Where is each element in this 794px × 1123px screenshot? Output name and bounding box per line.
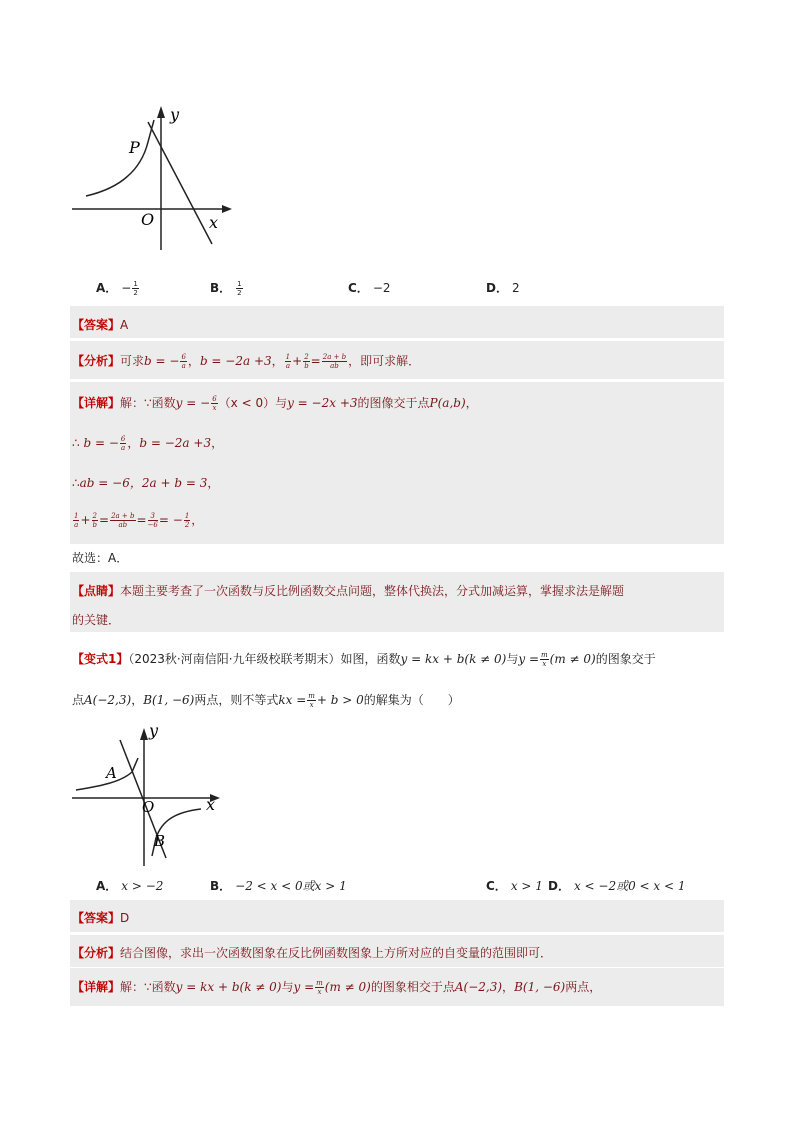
option-a-label: A．	[96, 281, 118, 295]
origin-label-2: O	[142, 798, 155, 816]
comment-1-line-2: 的关键．	[72, 613, 121, 627]
point-b-label: B	[154, 832, 166, 850]
detail-1-line-1: 【详解】解：∵函数y = − $\frac{6}{x}$ （x < 0）与y = −2x +3的图像交于点P(a,b)，	[72, 395, 478, 412]
option-c-label: C．	[348, 281, 369, 295]
answer-2: 【答案】D	[72, 911, 130, 925]
option-a[interactable]	[96, 279, 140, 297]
detail-1-choice: 故选：A．	[72, 551, 129, 565]
detail-1-line-4: $\frac{1}{a}$ + $\frac{2}{b}$ = $\frac{2a + b}{ab}$ = $\frac{3}{-6}$ = − $\frac{1}{2}$ ，	[74, 512, 204, 529]
origin-label: O	[141, 210, 155, 229]
option-b[interactable]	[210, 279, 244, 297]
point-p-label: P	[129, 138, 140, 157]
option2-b[interactable]: B． −2 < x < 0或x > 1	[210, 879, 347, 893]
variant-1-line-2: 点A(−2,3)，B(1, −6)两点，则不等式kx = $\frac{m}{x}$ + b > 0的解集为（ ）	[72, 692, 460, 709]
option-b-fraction: $\frac{1}{2}$	[237, 280, 242, 297]
option2-d[interactable]: D． x < −2或0 < x < 1	[548, 879, 686, 893]
detail-2: 【详解】解：∵函数y = kx + b(k ≠ 0)与y = $\frac{m}{x}$ (m ≠ 0)的图象相交于点A(−2,3)，B(1, −6)两点，	[72, 979, 602, 996]
point-a-label: A	[106, 764, 117, 782]
analysis-1: 【分析】可求b = − $\frac{6}{a}$ ，b = −2a +3， $\frac{1}{a}$ + $\frac{2}{b}$ = $\frac{2a + b}{ab}$ ，即可求解．	[72, 353, 421, 370]
comment-1-line-1: 【点睛】本题主要考查了一次函数与反比例函数交点问题，整体代换法，分式加减运算，掌握求法是解题	[72, 584, 625, 598]
x-axis-label-2: x	[206, 795, 216, 814]
answer2-band	[70, 900, 724, 932]
answer-band	[70, 306, 724, 338]
variant-1-line-1: 【变式1】（2023秋·河南信阳·九年级校联考期末）如图，函数y = kx + b(k ≠ 0)与y = $\frac{m}{x}$ (m ≠ 0)的图象交于	[72, 651, 656, 668]
option-b-label: B．	[210, 281, 232, 295]
graph-1	[66, 100, 236, 260]
option-d-value: 2	[511, 281, 520, 295]
option2-a[interactable]: A． x > −2	[96, 879, 164, 893]
option-c-value: −2	[372, 281, 391, 295]
option-a-fraction: $\frac{1}{2}$	[133, 280, 138, 297]
detail-1-line-2: ∴ b = − $\frac{6}{a}$ ，b = −2a +3，	[72, 435, 224, 452]
option-d[interactable]	[486, 279, 520, 296]
option-a-sign: −	[121, 281, 132, 295]
detail-1-line-3: ∴ab = −6，2a + b = 3，	[72, 476, 220, 490]
option-d-label: D．	[486, 281, 508, 295]
answer-1: 【答案】A	[72, 318, 129, 332]
comment-band	[70, 572, 724, 632]
y-axis-label-2: y	[149, 721, 159, 740]
option-c[interactable]	[348, 279, 391, 296]
x-axis-label: x	[209, 213, 219, 232]
option2-c[interactable]: C． x > 1	[486, 879, 543, 893]
graph-2	[66, 720, 236, 870]
analysis-2: 【分析】结合图像，求出一次函数图象在反比例函数图象上方所对应的自变量的范围即可．	[72, 946, 553, 960]
y-axis-label: y	[170, 105, 180, 124]
